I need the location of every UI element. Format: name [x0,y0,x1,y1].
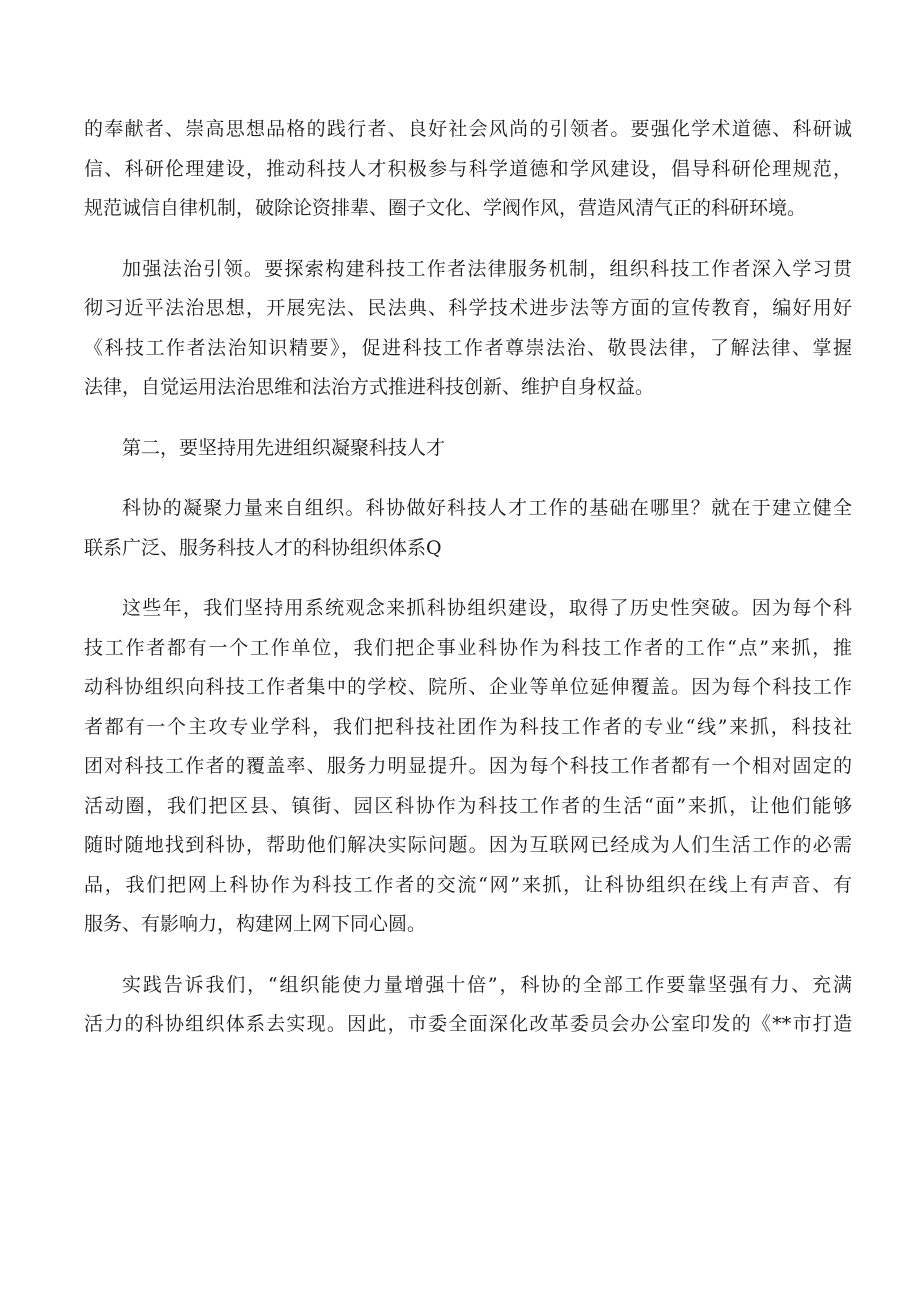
text-line: 信、科研伦理建设，推动科技人才积极参与科学道德和学风建设，倡导科研伦理规范， [84,157,852,180]
paragraph-3 [84,489,852,568]
text-line: 这些年，我们坚持用系统观念来抓科协组织建设，取得了历史性突破。因为每个科 [122,597,852,619]
text-line: 法律，自觉运用法治思维和法治方式推进科技创新、维护自身权益。 [84,376,655,398]
text-line: 团对科技工作者的覆盖率、服务力明显提升。因为每个科技工作者都有一个相对固定的 [84,755,852,777]
paragraph-4 [84,589,852,945]
paragraph-2 [84,250,852,408]
paragraph-1 [84,110,852,229]
text-line: 规范诚信自律机制，破除论资排辈、圈子文化、学阀作风，营造风清气正的科研环境。 [84,197,807,219]
text-line: 品，我们把网上科协作为科技工作者的交流“网”来抓，让科协组织在线上有声音、有 [84,873,852,896]
text-line: 活动圈，我们把区县、镇街、园区科协作为科技工作者的生活“面”来抓，让他们能够 [84,794,852,817]
text-line: 的奉献者、崇高思想品格的践行者、良好社会风尚的引领者。要强化学术道德、科研诚 [84,118,852,140]
text-line: 技工作者都有一个工作单位，我们把企事业科协作为科技工作者的工作“点”来抓，推 [84,636,852,659]
text-line: 服务、有影响力，构建网上网下同心圆。 [84,913,427,935]
text-line: 者都有一个主攻专业学科，我们把科技社团作为科技工作者的专业“线”来抓，科技社 [84,715,852,738]
text-line: 随时随地找到科协，帮助他们解决实际问题。因为互联网已经成为人们生活工作的必需 [84,834,852,856]
text-line: 彻习近平法治思想，开展宪法、民法典、科学技术进步法等方面的宣传教育，编好用好 [84,297,852,319]
text-line: 实践告诉我们，“组织能使力量增强十倍”，科协的全部工作要靠坚强有力、充满 [122,973,852,996]
paragraph-5 [84,966,852,1045]
text-line: 第二，要坚持用先进组织凝聚科技人才 [122,436,446,459]
text-line: 加强法治引领。要探索构建科技工作者法律服务机制，组织科技工作者深入学习贯 [122,257,852,280]
text-line: 科协的凝聚力量来自组织。科协做好科技人才工作的基础在哪里？就在于建立健全 [122,497,852,519]
document-body [84,110,852,1066]
text-line: 联系广泛、服务科技人才的科协组织体系Q [84,536,442,559]
section-heading [84,429,852,469]
text-line: 活力的科协组织体系去实现。因此，市委全面深化改革委员会办公室印发的《**市打造 [84,1013,852,1035]
text-line: 《科技工作者法治知识精要》，促进科技工作者尊崇法治、敬畏法律，了解法律、掌握 [84,336,852,359]
text-line: 动科协组织向科技工作者集中的学校、院所、企业等单位延伸覆盖。因为每个科技工作 [84,676,852,698]
